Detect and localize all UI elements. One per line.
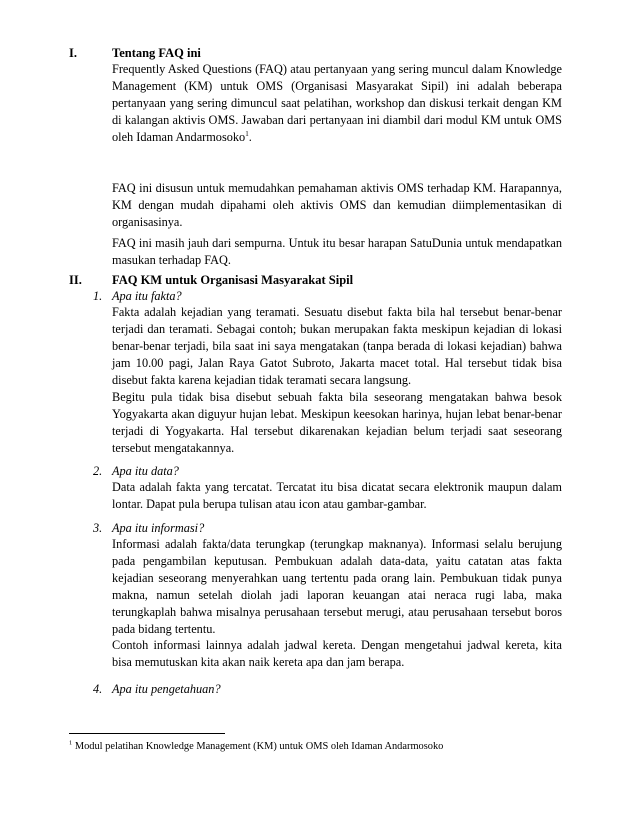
footnote-divider [69, 733, 225, 734]
question-4-number: 4. [93, 682, 103, 696]
section-1-number: I. [69, 46, 77, 60]
footnote-text: Modul pelatihan Knowledge Management (KM) untuk OMS oleh Idaman Andarmosoko [72, 741, 444, 752]
section-2-number: II. [69, 273, 82, 287]
question-3-text: Apa itu informasi? [112, 521, 205, 535]
section-1-paragraph-1 [112, 61, 562, 146]
question-2 [93, 463, 179, 479]
question-1-number: 1. [93, 289, 103, 303]
question-1 [93, 288, 182, 304]
answer-3-paragraph-1: Informasi adalah fakta/data terungkap (terungkap maknanya). Informasi selalu berujung pada pengambilan keputusan. Pembukuan adalah data-data, yaitu catatan atas fakta kejadian seseorang menyerahkan uang tertentu pada orang lain. Pembukuan tidak punya makna, namun setelah diolah jadi laporan keuangan atai neraca rugi laba, maka terungkaplah bahwa misalnya perusahaan tersebut merugi, atau perusahaan tersebut boros pada bidang tertentu. [112, 537, 562, 636]
question-3 [93, 520, 204, 536]
answer-1-paragraph-1: Fakta adalah kejadian yang teramati. Sesuatu disebut fakta bila hal tersebut benar-benar terjadi dan teramati. Sebagai contoh; bukan merupakan fakta meskipun kejadian di lokasi benar-benar terjadi, bila saat ini saya mengatakan (tanpa berada di lokasi kejadian) bahwa jam 10.00 pagi, Jalan Raya Gatot Subroto, Jakarta macet total. Hal tersebut tidak bisa disebut fakta karena kejadian tidak teramati secara langsung. [112, 305, 562, 387]
section-2-title: FAQ KM untuk Organisasi Masyarakat Sipil [112, 273, 354, 287]
question-2-number: 2. [93, 464, 103, 478]
question-4-text: Apa itu pengetahuan? [112, 682, 221, 696]
section-1-paragraph-1-text: Frequently Asked Questions (FAQ) atau pertanyaan yang sering muncul dalam Knowledge Management (KM) untuk OMS (Organisasi Masyarakat Sipil) ini adalah beberapa pertanyaan yang sering dimuncul saat pelatihan, workshop dan diskusi terkait dengan KM di kalangan aktivis OMS. Jawaban dari pertanyaan ini diambil dari modul KM untuk OMS oleh Idaman Andarmosoko [112, 62, 562, 144]
footnote-number: 1 [69, 739, 73, 747]
footnote [69, 740, 443, 753]
question-3-number: 3. [93, 521, 103, 535]
section-1-paragraph-1-end: . [248, 129, 252, 144]
section-1-paragraph-2: FAQ ini disusun untuk memudahkan pemahaman aktivis OMS terhadap KM. Harapannya, KM dengan mudah dipahami oleh aktivis OMS dan kemudian diimplementasikan di organisasinya. [112, 181, 562, 229]
question-4 [93, 681, 221, 697]
answer-3-paragraph-2: Contoh informasi lainnya adalah jadwal kereta. Dengan mengetahui jadwal kereta, kita bisa memutuskan kita akan naik kereta apa dan jam berapa. [112, 638, 562, 669]
footnote-ref: 1 [245, 129, 249, 138]
answer-2-paragraph-1: Data adalah fakta yang tercatat. Tercatat itu bisa dicatat secara elektronik maupun dalam lontar. Dapat pula berupa tulisan atau icon atau gambar-gambar. [112, 480, 562, 511]
question-2-text: Apa itu data? [112, 464, 179, 478]
section-1-title: Tentang FAQ ini [112, 46, 201, 60]
answer-1-paragraph-2: Begitu pula tidak bisa disebut sebuah fakta bila seseorang mengatakan bahwa besok Yogyakarta akan diguyur hujan lebat. Meskipun keesokan harinya, hujan lebat benar-benar terjadi di Yogyakarta. Hal tersebut dikarenakan kejadian belum terjadi saat seseorang tersebut mengatakannya. [112, 390, 562, 455]
question-1-text: Apa itu fakta? [112, 289, 182, 303]
section-1-paragraph-3: FAQ ini masih jauh dari sempurna. Untuk itu besar harapan SatuDunia untuk mendapatkan masukan terhadap FAQ. [112, 236, 562, 267]
